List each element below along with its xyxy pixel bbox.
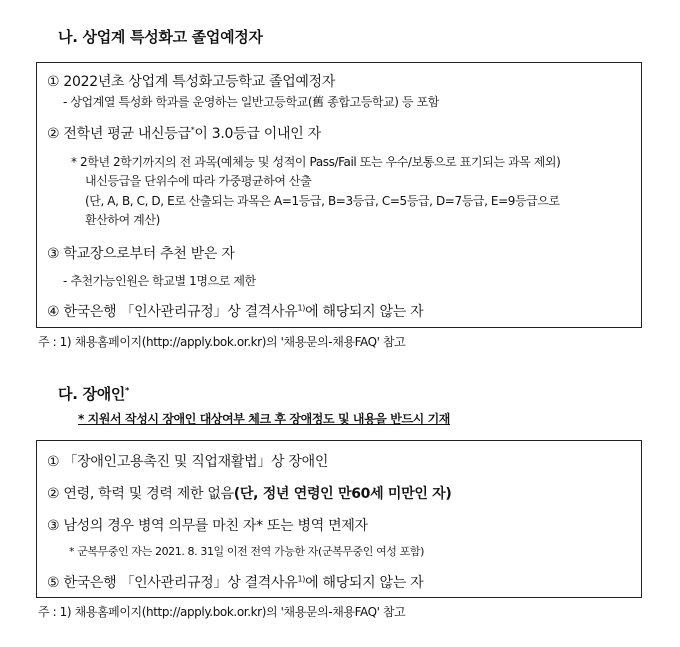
section-a-item-1-sub: - 상업계열 특성화 학과를 운영하는 일반고등학교(舊 종합고등학교) 등 포함 [63,95,439,109]
section-b-notice: * 지원서 작성시 장애인 대상여부 체크 후 장애정도 및 내용을 반드시 기재 [78,412,451,426]
section-a-item-2-note-4: 환산하여 계산) [85,213,160,227]
section-b-item-1: ① 「장애인고용촉진 및 직업재활법」상 장애인 [47,454,329,470]
section-a-item-2 [47,123,321,143]
section-a-box [36,62,642,328]
section-b-item-3-note: * 군복무중인 자는 2021. 8. 31일 이전 전역 가능한 자(군복무중인 여성 포함) [69,545,424,558]
section-a-item-4-text-post: 에 해당되지 않는 자 [305,304,424,320]
section-b-footnote: 주 : 1) 채용홈페이지(http://apply.bok.or.kr)의 '채용문의-채용FAQ' 참고 [38,605,406,619]
section-a-item-2-text-post: 이 3.0등급 이내인 자 [194,126,321,142]
section-b-item-3: ③ 남성의 경우 병역 의무를 마친 자* 또는 병역 면제자 [47,518,368,534]
section-b-item-2-text: ② 연령, 학력 및 경력 제한 없음 [47,486,234,502]
section-a-item-2-text: ② 전학년 평균 내신등급 [47,126,191,142]
section-b-box [36,440,642,598]
section-a-item-2-note-2: 내신등급을 단위수에 따라 가중평균하여 산출 [85,174,312,188]
section-b-item-2-condition: (단, 정년 연령인 만60세 미만인 자) [233,486,452,502]
section-b-item-2 [47,483,451,503]
section-a-item-4 [47,301,423,321]
section-b-title-wrap [58,383,129,404]
section-b-title-mark: * [125,386,129,395]
section-a-title: 나. 상업계 특성화고 졸업예정자 [58,28,263,46]
section-a-item-1: ① 2022년초 상업계 특성화고등학교 졸업예정자 [47,74,336,90]
section-a-item-2-mark: * [190,125,195,135]
section-b-item-5-text: ⑤ 한국은행 「인사관리규정」상 결격사유 [47,575,298,591]
section-a-item-3-sub: - 추천가능인원은 학교별 1명으로 제한 [63,274,256,288]
section-a-item-2-note-3: (단, A, B, C, D, E로 산출되는 과목은 A=1등급, B=3등급, C=5등급, D=7등급, E=9등급으로 [85,194,560,208]
section-a-item-2-note-1: * 2학년 2학기까지의 전 과목(예체능 및 성적이 Pass/Fail 또는 우수/보통으로 표기되는 과목 제외) [71,155,561,169]
section-b-item-5-sup: 1) [297,574,306,584]
section-a-item-4-sup: 1) [297,303,306,313]
section-a-footnote: 주 : 1) 채용홈페이지(http://apply.bok.or.kr)의 '채용문의-채용FAQ' 참고 [38,335,406,349]
section-a-item-4-text: ④ 한국은행 「인사관리규정」상 결격사유 [47,304,298,320]
section-b-title: 다. 장애인 [58,385,126,403]
section-b-item-5 [47,572,423,592]
section-a-item-3: ③ 학교장으로부터 추천 받은 자 [47,246,235,262]
section-b-item-5-text-post: 에 해당되지 않는 자 [305,575,424,591]
